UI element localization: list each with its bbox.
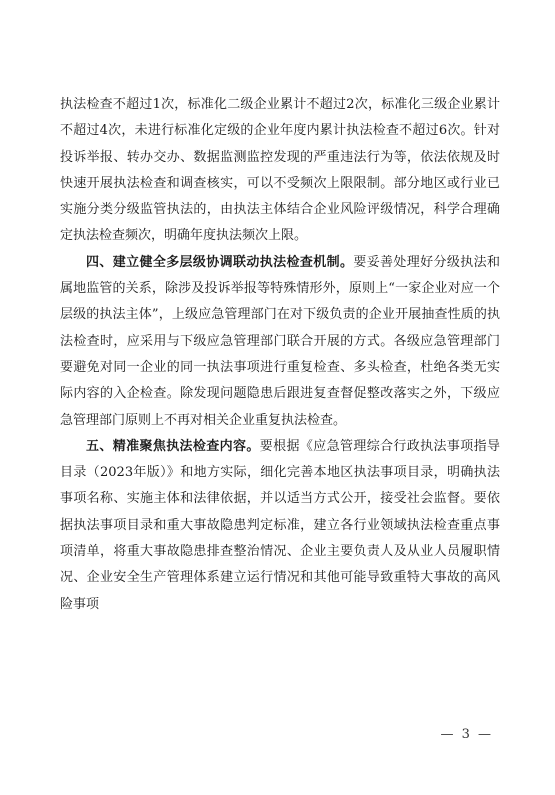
paragraph-text: 要妥善处理好分级执法和属地监管的关系，除涉及投诉举报等特殊情形外，原则上“一家企业对应一个层级的执法主体”，上级应急管理部门在对下级负责的企业开展抽查性质的执法检查时，应采用与下级应急管理部门联合开展的方式。各级应急管理部门要避免对同一企业的同一执法事项进行重复检查、多头检查，杜绝各类无实际内容的入企检查。除发现问题隐患后跟进复查督促整改落实之外，下级应急管理部门原则上不再对相关企业重复执法检查。 [60, 254, 500, 428]
paragraph-section-5 [60, 434, 500, 618]
paragraph-text: 要根据《应急管理综合行政执法事项指导目录（2023年版）》和地方实际，细化完善本地区执法事项目录，明确执法事项名称、实施主体和法律依据，并以适当方式公开，接受社会监督。要依据执法事项目录和重大事故隐患判定标准，建立各行业领域执法检查重点事项清单，将重大事故隐患排查整治情况、企业主要负责人及从业人员履职情况、企业安全生产管理体系建立运行情况和其他可能导致重特大事故的高风险事项 [60, 438, 500, 612]
document-body [60, 92, 500, 618]
section-heading: 五、精准聚焦执法检查内容。 [86, 438, 260, 454]
paragraph-continued [60, 92, 500, 250]
section-heading: 四、建立健全多层级协调联动执法检查机制。 [86, 254, 354, 270]
paragraph-text: 执法检查不超过1次，标准化二级企业累计不超过2次，标准化三级企业累计不超过4次，未进行标准化定级的企业年度内累计执法检查不超过6次。针对投诉举报、转办交办、数据监测监控发现的严重违法行为等，依法依规及时快速开展执法检查和调查核实，可以不受频次上限限制。部分地区或行业已实施分类分级监管执法的，由执法主体结合企业风险评级情况，科学合理确定执法检查频次，明确年度执法频次上限。 [60, 97, 500, 244]
paragraph-section-4 [60, 250, 500, 434]
page-number: — 3 — [440, 727, 493, 742]
